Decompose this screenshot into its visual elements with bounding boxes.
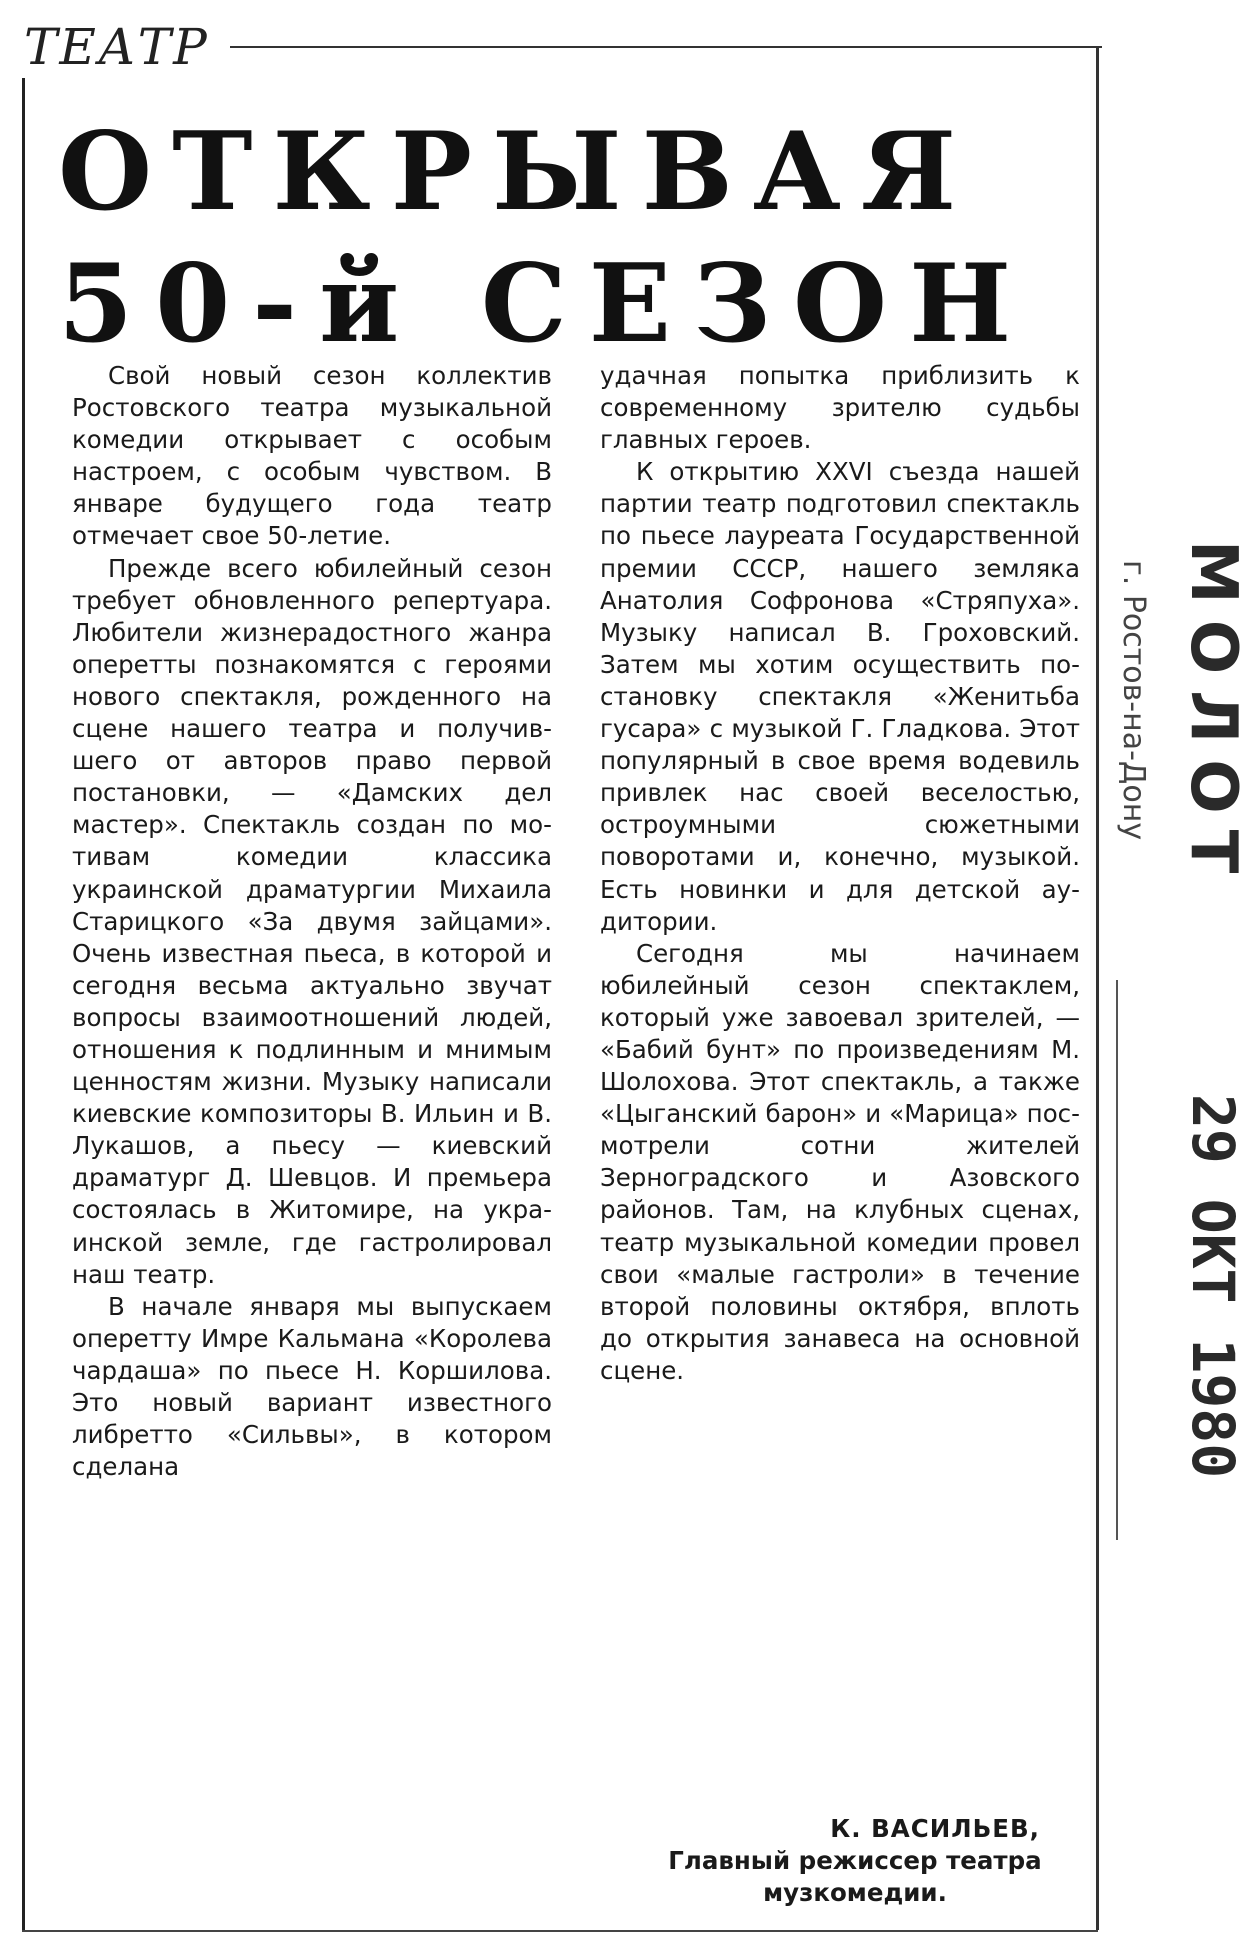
rubric-rule [230,46,1102,48]
section-rubric: ТЕАТР [24,18,209,76]
stamp-date: 29 ОКТ 1980 [1179,1094,1247,1479]
stamp-city: г. Ростов-на-Дону [1116,560,1151,841]
author-role: Главный режиссер театра музкомедии. [668,1846,1042,1907]
article-column-2 [600,360,1080,1387]
newspaper-name: МОЛОТ [1176,540,1250,890]
article-column-1 [72,360,552,1483]
headline-line-1: ОТКРЫВАЯ [58,109,977,235]
paragraph: удачная попытка приблизить к современному зрителю судьбы главных героев. [600,361,1080,455]
author-signature [630,1813,1080,1909]
paragraph: Прежде всего юбилейный сезон требует обновленного репертуара. Любители жизнерадостного жанра оперетты познакомятся с героями нового спектакля, рожденного на сцене нашего театра и получившего от авторов право первой постановки, — «Дамских дел мастер». Спектакль создан по мотивам комедии классика украинской драматургии Михаила Старицкого «За двумя зайцами». Очень известная пьеса, в которой и сегодня весьма актуально звучат вопросы взаимоотношений людей, отношения к подлинным и мнимым ценностям жизни. Музыку написали киевские композиторы В. Ильин и В. Лукашов, а пьесу — киевский драматург Д. Шевцов. И премьера состоялась в Житомире, на украинской земле, где гастролировал наш театр. [72,553,552,1289]
paragraph: В начале января мы выпускаем оперетту Имре Кальмана «Королева чардаша» по пьесе Н. Коршилова. Это новый вариант известного либретто «Сильвы», в котором сделана [72,1291,552,1482]
paragraph: Сегодня мы начинаем юбилейный сезон спектаклем, который уже завоевал зрителей, — «Бабий бунт» по произведениям М. Шолохова. Этот спектакль, а также «Цыганский барон» и «Марица» посмотрели сотни жителей Зерноградского и Азовского районов. Там, на клубных сценах, театр музыкальной комедии провел свои «малые гастроли» в течение второй половины октября, вплоть до открытия занавеса на основной сцене. [600,938,1080,1385]
paragraph: Свой новый сезон коллектив Ростовского театра музыкальной комедии открывает с особым настроем, с особым чувством. В январе будущего года театр отмечает свое 50-летие. [72,361,552,551]
stamp-rule [1116,980,1118,1540]
clipping-right-border [1096,46,1099,1930]
headline-line-2: 50-й СЕЗОН [58,241,1034,367]
paragraph: К открытию XXVI съезда нашей партии театр подготовил спектакль по пьесе лауреата Государственной премии СССР, нашего земляка Анатолия Софронова «Стряпуха». Музыку написал В. Гроховский. Затем мы хотим осуществить постановку спектакля «Женитьба гусара» с музыкой Г. Гладкова. Этот популярный в свое время водевиль привлек нас своей веселостью, остроумными сюжетными поворотами и, конечно, музыкой. Есть новинки и для детской аудитории. [600,457,1080,936]
clipping-bottom-border [22,1930,1098,1932]
clipping-left-border [22,78,25,1930]
clipping-stamp [1120,540,1250,1560]
author-name: К. ВАСИЛЬЕВ, [830,1814,1040,1843]
